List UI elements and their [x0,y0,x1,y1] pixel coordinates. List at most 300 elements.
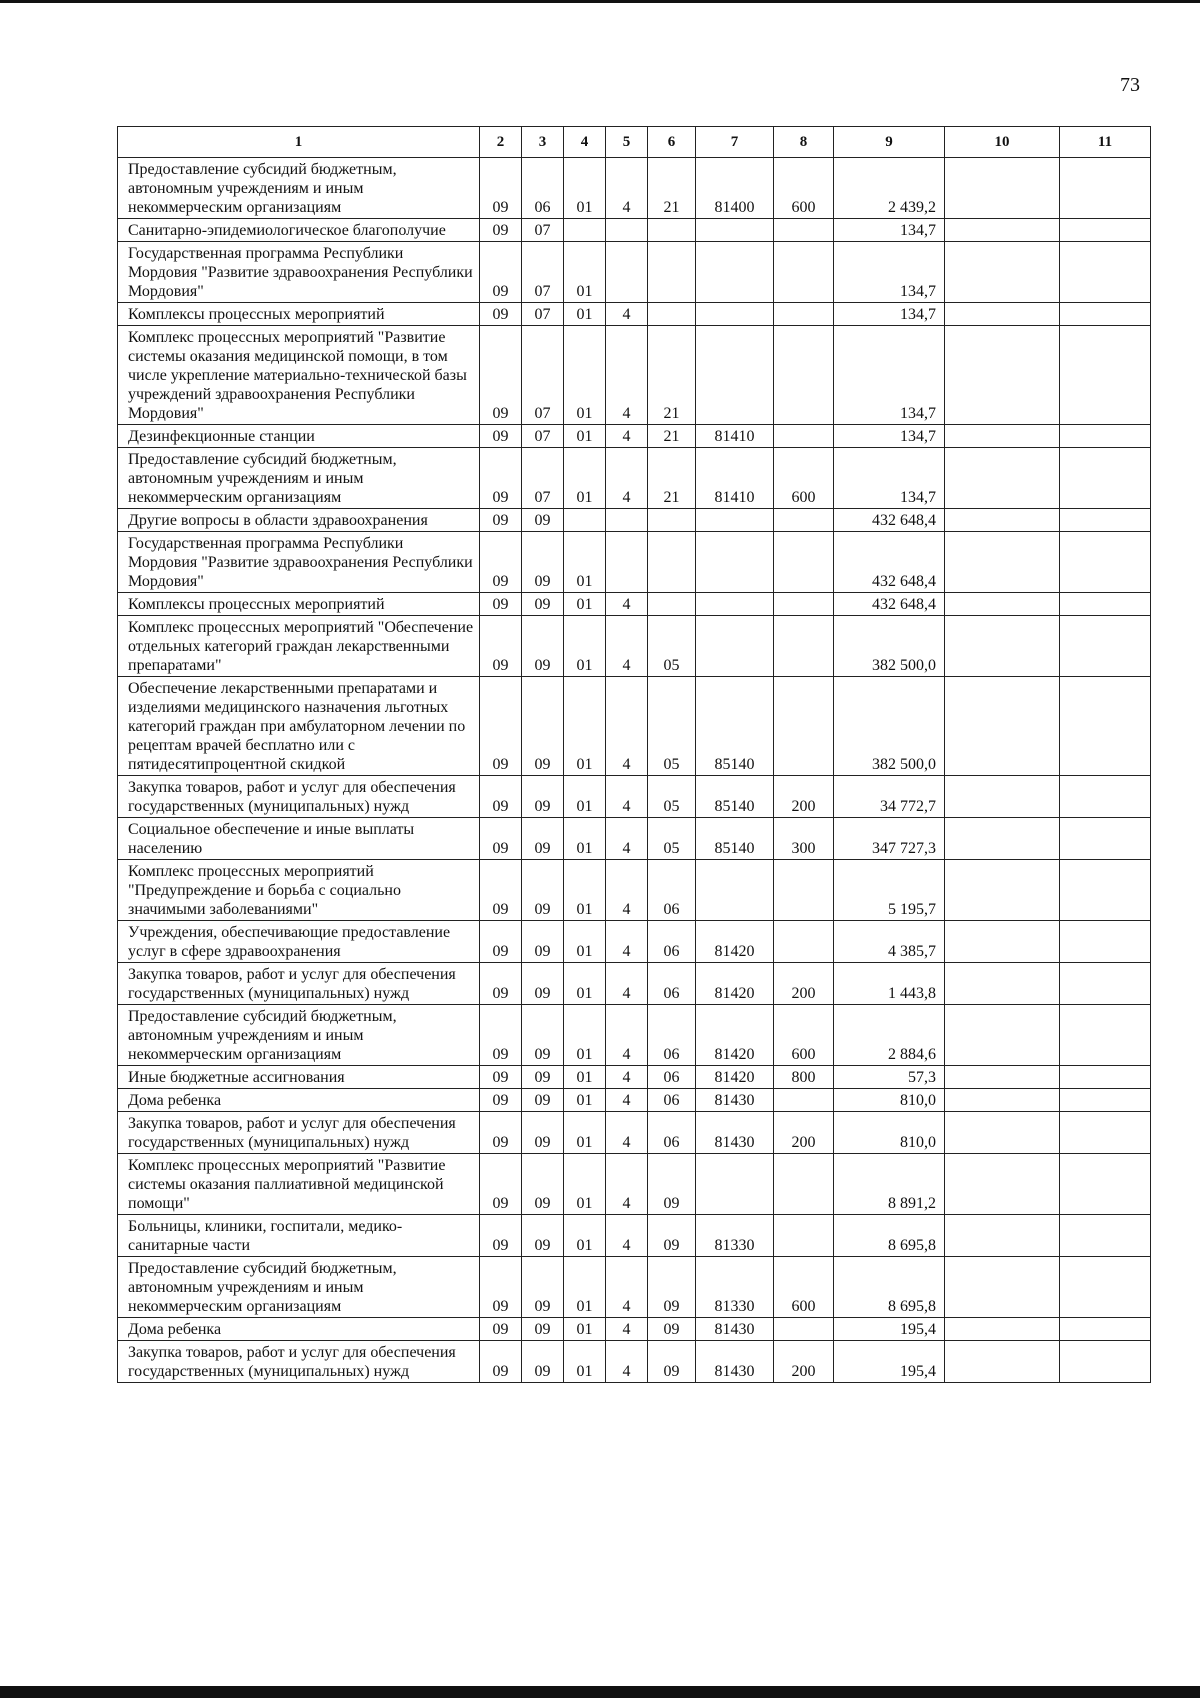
code-cell: 81410 [696,448,774,509]
code-cell: 4 [606,1341,648,1383]
amount-cell: 382 500,0 [834,616,945,677]
column-header-4: 4 [564,127,606,158]
column-header-6: 6 [648,127,696,158]
code-cell: 81330 [696,1257,774,1318]
empty-cell [945,593,1060,616]
amount-cell: 382 500,0 [834,677,945,776]
item-name-cell: Предоставление субсидий бюджетным, автономным учреждениям и иным некоммерческим организациям [118,1005,480,1066]
code-cell: 09 [648,1341,696,1383]
code-cell: 01 [564,1005,606,1066]
code-cell: 200 [774,1112,834,1154]
item-name-cell: Социальное обеспечение и иные выплаты населению [118,818,480,860]
code-cell: 09 [648,1318,696,1341]
code-cell: 09 [480,1066,522,1089]
column-header-8: 8 [774,127,834,158]
item-name-cell: Государственная программа Республики Мордовия "Развитие здравоохранения Республики Мордовия" [118,242,480,303]
code-cell: 09 [522,509,564,532]
code-cell: 09 [522,1005,564,1066]
code-cell: 06 [648,1005,696,1066]
empty-cell [945,425,1060,448]
code-cell: 06 [648,963,696,1005]
code-cell: 09 [480,860,522,921]
code-cell [648,242,696,303]
code-cell: 200 [774,1341,834,1383]
table-row [118,860,1151,921]
code-cell: 09 [480,1005,522,1066]
amount-cell: 347 727,3 [834,818,945,860]
empty-cell [945,219,1060,242]
code-cell: 09 [522,1257,564,1318]
code-cell [774,326,834,425]
code-cell: 81420 [696,921,774,963]
table-row [118,677,1151,776]
empty-cell [1060,1089,1151,1112]
code-cell: 4 [606,1257,648,1318]
code-cell: 09 [480,921,522,963]
code-cell [648,219,696,242]
amount-cell: 57,3 [834,1066,945,1089]
code-cell: 81430 [696,1318,774,1341]
code-cell: 05 [648,616,696,677]
code-cell: 09 [522,593,564,616]
code-cell: 4 [606,448,648,509]
item-name-cell: Закупка товаров, работ и услуг для обеспечения государственных (муниципальных) нужд [118,963,480,1005]
code-cell: 85140 [696,818,774,860]
code-cell: 09 [480,677,522,776]
empty-cell [945,242,1060,303]
amount-cell: 432 648,4 [834,593,945,616]
code-cell: 01 [564,860,606,921]
code-cell: 01 [564,425,606,448]
code-cell: 200 [774,776,834,818]
code-cell: 09 [480,326,522,425]
code-cell: 4 [606,1215,648,1257]
code-cell: 4 [606,1154,648,1215]
code-cell [774,1089,834,1112]
code-cell: 07 [522,219,564,242]
table-row [118,242,1151,303]
code-cell [774,303,834,326]
code-cell: 81420 [696,963,774,1005]
code-cell: 09 [522,860,564,921]
code-cell [774,616,834,677]
item-name-cell: Комплекс процессных мероприятий "Предупреждение и борьба с социально значимыми заболеваниями" [118,860,480,921]
code-cell: 09 [480,1257,522,1318]
code-cell: 09 [522,532,564,593]
code-cell: 81400 [696,158,774,219]
code-cell: 4 [606,921,648,963]
code-cell: 09 [480,303,522,326]
code-cell: 4 [606,1318,648,1341]
code-cell: 21 [648,326,696,425]
item-name-cell: Комплекс процессных мероприятий "Развитие системы оказания паллиативной медицинской помощи" [118,1154,480,1215]
empty-cell [1060,1005,1151,1066]
code-cell [696,593,774,616]
item-name-cell: Предоставление субсидий бюджетным, автономным учреждениям и иным некоммерческим организациям [118,1257,480,1318]
empty-cell [945,1154,1060,1215]
empty-cell [1060,1112,1151,1154]
code-cell: 06 [648,1066,696,1089]
code-cell [774,1215,834,1257]
code-cell: 800 [774,1066,834,1089]
empty-cell [945,1318,1060,1341]
code-cell [696,860,774,921]
code-cell: 85140 [696,677,774,776]
empty-cell [1060,219,1151,242]
empty-cell [1060,1154,1151,1215]
code-cell: 09 [480,1089,522,1112]
code-cell: 01 [564,1154,606,1215]
table-row [118,1215,1151,1257]
amount-cell: 8 891,2 [834,1154,945,1215]
table-row [118,448,1151,509]
code-cell: 4 [606,776,648,818]
item-name-cell: Комплексы процессных мероприятий [118,303,480,326]
code-cell: 09 [648,1215,696,1257]
code-cell: 01 [564,1318,606,1341]
code-cell: 01 [564,1066,606,1089]
code-cell: 05 [648,677,696,776]
column-header-7: 7 [696,127,774,158]
code-cell: 09 [522,921,564,963]
amount-cell: 4 385,7 [834,921,945,963]
code-cell [696,303,774,326]
scan-edge-bottom [0,1686,1200,1698]
table-row [118,532,1151,593]
code-cell [774,509,834,532]
item-name-cell: Комплексы процессных мероприятий [118,593,480,616]
table-row [118,1005,1151,1066]
code-cell: 4 [606,1005,648,1066]
table-row [118,1318,1151,1341]
code-cell: 09 [522,1341,564,1383]
empty-cell [945,776,1060,818]
code-cell: 01 [564,776,606,818]
empty-cell [945,860,1060,921]
header-row [118,127,1151,158]
amount-cell: 8 695,8 [834,1215,945,1257]
empty-cell [945,963,1060,1005]
empty-cell [1060,1257,1151,1318]
empty-cell [945,818,1060,860]
empty-cell [1060,1341,1151,1383]
code-cell [606,219,648,242]
code-cell: 85140 [696,776,774,818]
column-header-11: 11 [1060,127,1151,158]
code-cell: 06 [648,1089,696,1112]
code-cell [774,532,834,593]
empty-cell [945,158,1060,219]
code-cell: 06 [522,158,564,219]
table-row [118,1154,1151,1215]
empty-cell [1060,818,1151,860]
code-cell [696,1154,774,1215]
amount-cell: 8 695,8 [834,1257,945,1318]
empty-cell [945,509,1060,532]
code-cell: 01 [564,1215,606,1257]
item-name-cell: Больницы, клиники, госпитали, медико-санитарные части [118,1215,480,1257]
code-cell: 01 [564,303,606,326]
code-cell [696,532,774,593]
code-cell [774,921,834,963]
code-cell: 05 [648,818,696,860]
item-name-cell: Дома ребенка [118,1089,480,1112]
code-cell: 07 [522,326,564,425]
code-cell: 81430 [696,1341,774,1383]
amount-cell: 2 884,6 [834,1005,945,1066]
empty-cell [945,1066,1060,1089]
empty-cell [1060,242,1151,303]
code-cell: 01 [564,1089,606,1112]
code-cell: 01 [564,963,606,1005]
empty-cell [945,1215,1060,1257]
amount-cell: 134,7 [834,425,945,448]
code-cell: 4 [606,1112,648,1154]
table-header [118,127,1151,158]
empty-cell [945,326,1060,425]
empty-cell [1060,425,1151,448]
code-cell: 07 [522,242,564,303]
table-row [118,1341,1151,1383]
code-cell: 09 [522,1066,564,1089]
code-cell: 81430 [696,1089,774,1112]
amount-cell: 810,0 [834,1089,945,1112]
code-cell: 09 [480,776,522,818]
column-header-1: 1 [118,127,480,158]
table-row [118,921,1151,963]
empty-cell [945,1005,1060,1066]
table-row [118,509,1151,532]
empty-cell [945,1112,1060,1154]
code-cell [606,509,648,532]
empty-cell [945,448,1060,509]
table-row [118,593,1151,616]
code-cell: 01 [564,1341,606,1383]
code-cell: 4 [606,158,648,219]
code-cell: 09 [480,593,522,616]
item-name-cell: Комплекс процессных мероприятий "Обеспечение отдельных категорий граждан лекарственными препаратами" [118,616,480,677]
table-row [118,1066,1151,1089]
code-cell: 09 [480,1341,522,1383]
code-cell: 09 [522,1318,564,1341]
code-cell: 01 [564,448,606,509]
code-cell: 09 [522,1215,564,1257]
code-cell: 4 [606,677,648,776]
code-cell [774,1154,834,1215]
code-cell: 09 [480,532,522,593]
empty-cell [945,1341,1060,1383]
code-cell: 07 [522,303,564,326]
empty-cell [1060,532,1151,593]
column-header-3: 3 [522,127,564,158]
table-row [118,219,1151,242]
code-cell: 01 [564,1112,606,1154]
code-cell: 81330 [696,1215,774,1257]
code-cell [648,303,696,326]
code-cell: 4 [606,963,648,1005]
amount-cell: 134,7 [834,303,945,326]
code-cell: 01 [564,326,606,425]
code-cell [696,219,774,242]
code-cell: 4 [606,326,648,425]
item-name-cell: Предоставление субсидий бюджетным, автономным учреждениям и иным некоммерческим организациям [118,158,480,219]
code-cell: 09 [648,1257,696,1318]
item-name-cell: Дезинфекционные станции [118,425,480,448]
scan-edge-top [0,0,1200,3]
code-cell [774,593,834,616]
code-cell: 07 [522,425,564,448]
code-cell: 05 [648,776,696,818]
code-cell: 01 [564,818,606,860]
code-cell: 4 [606,818,648,860]
amount-cell: 134,7 [834,448,945,509]
code-cell: 01 [564,677,606,776]
empty-cell [1060,1318,1151,1341]
empty-cell [1060,1066,1151,1089]
column-header-5: 5 [606,127,648,158]
code-cell: 09 [480,818,522,860]
table-row [118,818,1151,860]
column-header-2: 2 [480,127,522,158]
table-row [118,425,1151,448]
item-name-cell: Санитарно-эпидемиологическое благополучие [118,219,480,242]
empty-cell [1060,158,1151,219]
code-cell: 4 [606,1066,648,1089]
code-cell: 4 [606,303,648,326]
code-cell: 09 [480,242,522,303]
amount-cell: 2 439,2 [834,158,945,219]
code-cell: 06 [648,921,696,963]
code-cell: 09 [480,1112,522,1154]
code-cell: 09 [522,963,564,1005]
empty-cell [1060,1215,1151,1257]
code-cell [648,509,696,532]
empty-cell [945,677,1060,776]
code-cell [696,509,774,532]
code-cell: 09 [480,1318,522,1341]
empty-cell [945,532,1060,593]
empty-cell [1060,921,1151,963]
amount-cell: 195,4 [834,1341,945,1383]
code-cell [606,532,648,593]
code-cell: 01 [564,532,606,593]
code-cell: 21 [648,448,696,509]
empty-cell [1060,963,1151,1005]
table-row [118,1112,1151,1154]
empty-cell [945,1089,1060,1112]
item-name-cell: Иные бюджетные ассигнования [118,1066,480,1089]
code-cell [774,242,834,303]
table-row [118,1257,1151,1318]
amount-cell: 134,7 [834,219,945,242]
empty-cell [1060,776,1151,818]
code-cell: 06 [648,1112,696,1154]
code-cell: 4 [606,860,648,921]
empty-cell [945,921,1060,963]
code-cell: 09 [522,1089,564,1112]
item-name-cell: Предоставление субсидий бюджетным, автономным учреждениям и иным некоммерческим организациям [118,448,480,509]
item-name-cell: Государственная программа Республики Мордовия "Развитие здравоохранения Республики Мордовия" [118,532,480,593]
empty-cell [945,303,1060,326]
code-cell: 01 [564,593,606,616]
empty-cell [1060,677,1151,776]
amount-cell: 432 648,4 [834,509,945,532]
empty-cell [1060,509,1151,532]
table-row [118,776,1151,818]
code-cell: 09 [522,776,564,818]
code-cell: 600 [774,448,834,509]
empty-cell [1060,303,1151,326]
amount-cell: 5 195,7 [834,860,945,921]
code-cell: 09 [480,1154,522,1215]
code-cell: 01 [564,921,606,963]
amount-cell: 195,4 [834,1318,945,1341]
code-cell: 09 [480,158,522,219]
code-cell: 4 [606,616,648,677]
code-cell [774,860,834,921]
amount-cell: 432 648,4 [834,532,945,593]
code-cell: 09 [522,1112,564,1154]
code-cell: 81420 [696,1005,774,1066]
code-cell: 09 [648,1154,696,1215]
item-name-cell: Комплекс процессных мероприятий "Развитие системы оказания медицинской помощи, в том числе укрепление материально-технической базы учреждений здравоохранения Республики Мордовия" [118,326,480,425]
code-cell: 300 [774,818,834,860]
code-cell: 09 [522,818,564,860]
code-cell: 09 [480,1215,522,1257]
code-cell [774,219,834,242]
code-cell: 09 [480,616,522,677]
item-name-cell: Другие вопросы в области здравоохранения [118,509,480,532]
code-cell: 09 [480,448,522,509]
code-cell: 07 [522,448,564,509]
table-row [118,963,1151,1005]
code-cell: 81420 [696,1066,774,1089]
code-cell: 21 [648,425,696,448]
code-cell: 4 [606,425,648,448]
code-cell [774,425,834,448]
code-cell: 01 [564,242,606,303]
page-number: 73 [1120,74,1140,96]
code-cell [648,593,696,616]
table-row [118,616,1151,677]
empty-cell [1060,860,1151,921]
column-header-10: 10 [945,127,1060,158]
code-cell: 09 [522,616,564,677]
code-cell [774,1318,834,1341]
item-name-cell: Закупка товаров, работ и услуг для обеспечения государственных (муниципальных) нужд [118,776,480,818]
code-cell: 21 [648,158,696,219]
code-cell: 600 [774,158,834,219]
table-row [118,158,1151,219]
code-cell: 01 [564,1257,606,1318]
item-name-cell: Закупка товаров, работ и услуг для обеспечения государственных (муниципальных) нужд [118,1112,480,1154]
empty-cell [1060,616,1151,677]
code-cell: 600 [774,1005,834,1066]
empty-cell [1060,448,1151,509]
table-row [118,326,1151,425]
code-cell: 200 [774,963,834,1005]
code-cell: 09 [522,1154,564,1215]
empty-cell [945,1257,1060,1318]
code-cell: 09 [522,677,564,776]
table-row [118,1089,1151,1112]
code-cell: 4 [606,593,648,616]
table-body [118,158,1151,1383]
amount-cell: 810,0 [834,1112,945,1154]
budget-table [117,126,1151,1383]
code-cell: 81410 [696,425,774,448]
code-cell: 06 [648,860,696,921]
